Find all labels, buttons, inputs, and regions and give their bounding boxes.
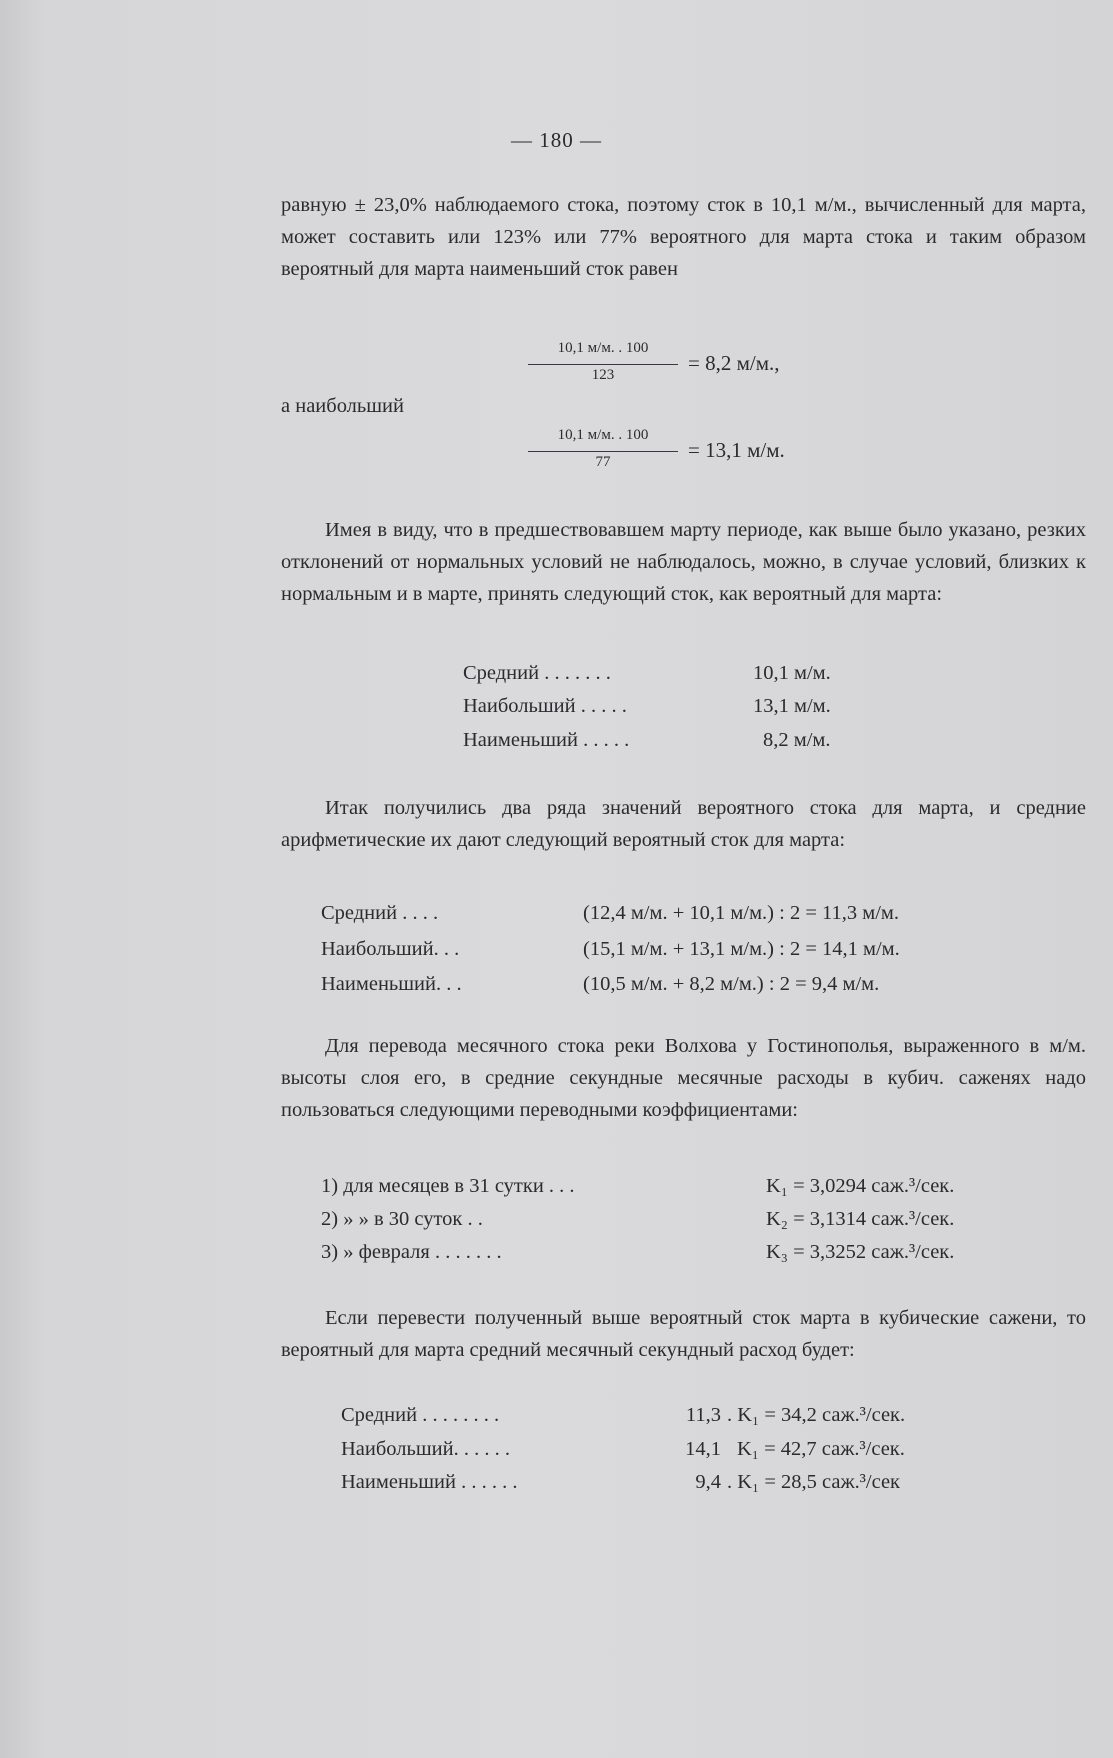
table1-label: Наибольший . . . . . [463, 695, 627, 717]
table4-result: K₁ = 42,7 саж.³/сек. [737, 1438, 905, 1460]
table2-row [321, 938, 1051, 968]
table3-label: 1) для месяцев в 31 сутки . . . [321, 1175, 575, 1197]
paragraph-2: Имея в виду, что в предшествовавшем марту периоде, как выше было указано, резких отклонений от нормальных условий не наблюдалось, можно, в случае условий, близких к нормальным и в марте, принять следующий сток, как вероятный для марта: [281, 519, 1086, 605]
table3-row [321, 1241, 1061, 1271]
paragraph-3: Итак получились два ряда значений вероятного стока для марта, и средние арифметические их дают следующий вероятный сток для марта: [281, 797, 1086, 851]
paragraph-4: Для перевода месячного стока реки Волхова у Гостинополья, выраженного в м/м. высоты слоя его, в средние секундные месячные расходы в кубич. саженях надо пользоваться следующими переводными коэффициентами: [281, 1035, 1086, 1121]
fraction-bar [528, 451, 678, 452]
table4-label: Наибольший. . . . . . [341, 1438, 510, 1460]
formula-min-denominator: 123 [591, 367, 615, 383]
table1-label: Наименьший . . . . . [463, 729, 630, 751]
table3-coefficient: K₃ = 3,3252 саж.³/сек. [766, 1241, 955, 1263]
fraction-bar [528, 364, 678, 365]
table2-row [321, 902, 1051, 932]
table2-label: Средний . . . . [321, 902, 439, 924]
table4-value: 9,4 [695, 1471, 721, 1493]
paragraph-max-intro: а наибольший [281, 395, 404, 417]
paragraph-1: равную ± 23,0% наблюдаемого стока, поэтому сток в 10,1 м/м., вычисленный для марта, может составить или 123% или 77% вероятного для марта стока и таким образом вероятный для марта наименьший сток равен [281, 194, 1086, 280]
formula-min [528, 340, 858, 390]
page-number: — 180 — [511, 128, 602, 152]
table4-row [341, 1404, 1061, 1434]
table2-expression: (12,4 м/м. + 10,1 м/м.) : 2 = 11,3 м/м. [583, 902, 900, 924]
table3-row [321, 1208, 1061, 1238]
formula-max-denominator: 77 [595, 454, 611, 470]
table2-label: Наибольший. . . [321, 938, 460, 960]
table1-value: 8,2 м/м. [763, 729, 831, 751]
table1-row [463, 729, 903, 759]
table3-coefficient: K₁ = 3,0294 саж.³/сек. [766, 1175, 955, 1197]
table2-expression: (15,1 м/м. + 13,1 м/м.) : 2 = 14,1 м/м. [583, 938, 900, 960]
table1-value: 10,1 м/м. [753, 662, 831, 684]
table2-label: Наименьший. . . [321, 973, 462, 995]
table4-row [341, 1438, 1061, 1468]
formula-min-result: = 8,2 м/м., [688, 351, 780, 375]
table4-result: . K₁ = 28,5 саж.³/сек [727, 1471, 900, 1493]
formula-max-result: = 13,1 м/м. [688, 438, 785, 462]
table1-label: Средний . . . . . . . [463, 662, 611, 684]
formula-max [528, 427, 858, 477]
table3-label: 2) » » в 30 суток . . [321, 1208, 483, 1230]
table4-row [341, 1471, 1061, 1501]
formula-max-numerator: 10,1 м/м. . 100 [557, 427, 649, 443]
table4-value: 14,1 [685, 1438, 721, 1460]
table1-row [463, 662, 903, 692]
table3-coefficient: K₂ = 3,1314 саж.³/сек. [766, 1208, 955, 1230]
table4-label: Наименьший . . . . . . [341, 1471, 518, 1493]
table4-result: . K₁ = 34,2 саж.³/сек. [727, 1404, 906, 1426]
table3-row [321, 1175, 1061, 1205]
table2-expression: (10,5 м/м. + 8,2 м/м.) : 2 = 9,4 м/м. [583, 973, 880, 995]
table4-label: Средний . . . . . . . . [341, 1404, 500, 1426]
table1-value: 13,1 м/м. [753, 695, 831, 717]
table4-value: 11,3 [685, 1404, 721, 1426]
formula-min-numerator: 10,1 м/м. . 100 [557, 340, 649, 356]
paragraph-5: Если перевести полученный выше вероятный сток марта в кубические сажени, то вероятный для марта средний месячный секундный расход будет: [281, 1307, 1086, 1361]
table3-label: 3) » февраля . . . . . . . [321, 1241, 502, 1263]
table1-row [463, 695, 903, 725]
table2-row [321, 973, 1051, 1003]
